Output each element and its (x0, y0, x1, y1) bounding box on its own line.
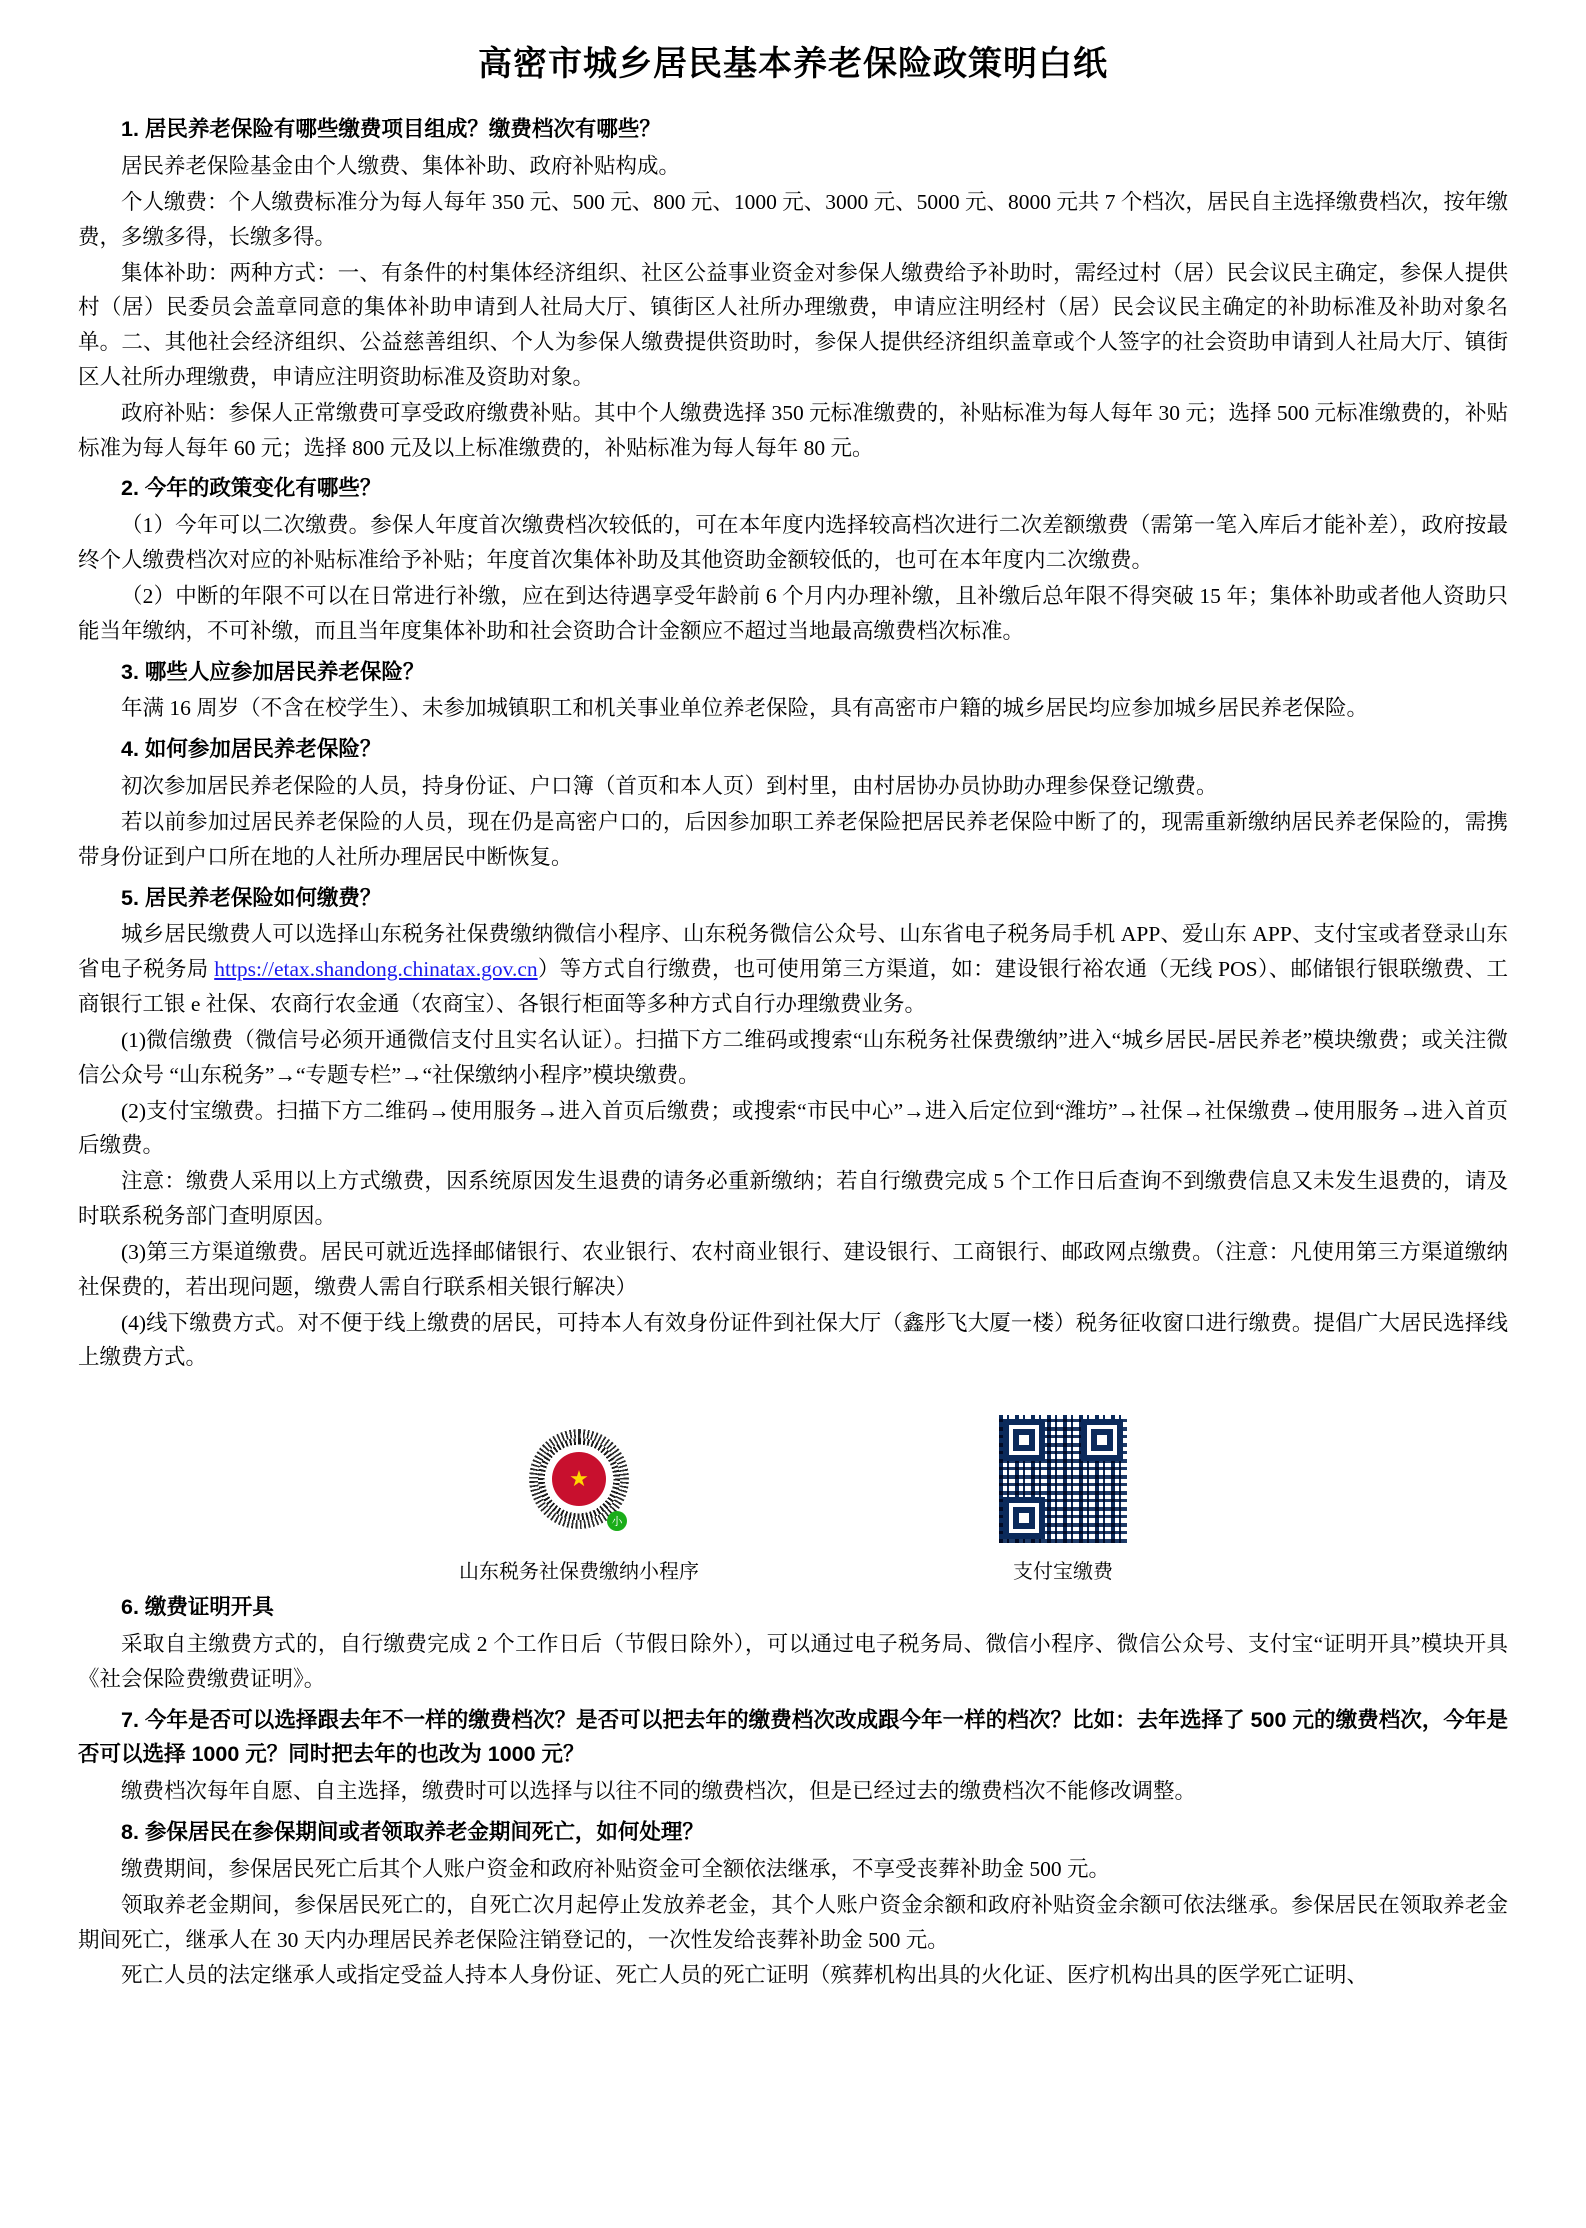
national-emblem-icon: ★ (552, 1452, 606, 1506)
section-3-paragraph-1: 年满 16 周岁（不含在校学生）、未参加城镇职工和机关事业单位养老保险，具有高密市户籍的城乡居民均应参加城乡居民养老保险。 (121, 696, 1369, 721)
section-heading-7: 7. 今年是否可以选择跟去年不一样的缴费档次？是否可以把去年的缴费档次改成跟今年一样的档次？比如：去年选择了 500 元的缴费档次，今年是否可以选择 1000 元？同时把去年的也改为 1000 元？ (78, 1707, 1508, 1767)
section-4-paragraph-2: 若以前参加过居民养老保险的人员，现在仍是高密户口的，后因参加职工养老保险把居民养老保险中断了的，现需重新缴纳居民养老保险的，需携带身份证到户口所在地的人社所办理居民中断恢复。 (78, 809, 1508, 869)
section-5-paragraph-5: (3)第三方渠道缴费。居民可就近选择邮储银行、农业银行、农村商业银行、建设银行、工商银行、邮政网点缴费。（注意：凡使用第三方渠道缴纳社保费的，若出现问题，缴费人需自行联系相关银行解决） (78, 1239, 1508, 1299)
section-5-paragraph-1-part2: ）等方式自行缴费，也可使用第三方渠道，如：建设银行裕农通（无线 POS）、邮储银行银联缴费、工商银行工银 e 社保、农商行农金通（农商宝）、各银行柜面等多种方式自行办理缴费业务。 (78, 957, 1508, 1017)
section-1-paragraph-3: 集体补助：两种方式：一、有条件的村集体经济组织、社区公益事业资金对参保人缴费给予补助时，需经过村（居）民会议民主确定，参保人提供村（居）民委员会盖章同意的集体补助申请到人社局大厅、镇街区人社所办理缴费，申请应注明经村（居）民会议民主确定的补助标准及补助对象名单。二、其他社会经济组织、公益慈善组织、个人为参保人缴费提供资助时，参保人提供经济组织盖章或个人签字的社会资助申请到人社局大厅、镇街区人社所办理缴费，申请应注明资助标准及资助对象。 (78, 260, 1508, 389)
section-2-paragraph-1: （1）今年可以二次缴费。参保人年度首次缴费档次较低的，可在本年度内选择较高档次进行二次差额缴费（需第一笔入库后才能补差），政府按最终个人缴费档次对应的补贴标准给予补贴；年度首次集体补助及其他资助金额较低的，也可在本年度内二次缴费。 (78, 513, 1508, 573)
section-heading-6: 6. 缴费证明开具 (121, 1595, 274, 1620)
qr-code-row (78, 1415, 1508, 1584)
section-8-paragraph-3: 死亡人员的法定继承人或指定受益人持本人身份证、死亡人员的死亡证明（殡葬机构出具的火化证、医疗机构出具的医学死亡证明、 (121, 1963, 1369, 1988)
section-heading-8: 8. 参保居民在参保期间或者领取养老金期间死亡，如何处理？ (121, 1820, 704, 1845)
qr-caption-wechat: 山东税务社保费缴纳小程序 (459, 1561, 699, 1584)
section-5-paragraph-4: 注意：缴费人采用以上方式缴费，因系统原因发生退费的请务必重新缴纳；若自行缴费完成 5 个工作日后查询不到缴费信息又未发生退费的，请及时联系税务部门查明原因。 (78, 1169, 1508, 1229)
wechat-badge-icon: 小 (607, 1511, 627, 1531)
section-heading-1: 1. 居民养老保险有哪些缴费项目组成？缴费档次有哪些？ (121, 117, 661, 142)
qr-caption-alipay: 支付宝缴费 (1013, 1561, 1113, 1584)
section-1-paragraph-4: 政府补贴：参保人正常缴费可享受政府缴费补贴。其中个人缴费选择 350 元标准缴费的，补贴标准为每人每年 30 元；选择 500 元标准缴费的，补贴标准为每人每年 60 元；选择 800 元及以上标准缴费的，补贴标准为每人每年 80 元。 (78, 400, 1508, 460)
page-title: 高密市城乡居民基本养老保险政策明白纸 (478, 45, 1108, 83)
section-8-paragraph-1: 缴费期间，参保居民死亡后其个人账户资金和政府补贴资金可全额依法继承，不享受丧葬补助金 500 元。 (121, 1856, 1111, 1881)
section-5-paragraph-2: (1)微信缴费（微信号必须开通微信支付且实名认证）。扫描下方二维码或搜索“山东税务社保费缴纳”进入“城乡居民-居民养老”模块缴费；或关注微信公众号 “山东税务”→“专题专栏”→“社保缴纳小程序”模块缴费。 (78, 1027, 1508, 1087)
section-7-paragraph-1: 缴费档次每年自愿、自主选择，缴费时可以选择与以往不同的缴费档次，但是已经过去的缴费档次不能修改调整。 (121, 1779, 1197, 1804)
section-5-paragraph-3: (2)支付宝缴费。扫描下方二维码→使用服务→进入首页后缴费；或搜索“市民中心”→进入后定位到“潍坊”→社保→社保缴费→使用服务→进入首页后缴费。 (78, 1098, 1508, 1158)
section-1-paragraph-1: 居民养老保险基金由个人缴费、集体补助、政府补贴构成。 (121, 154, 681, 179)
section-2-paragraph-2: （2）中断的年限不可以在日常进行补缴，应在到达待遇享受年龄前 6 个月内办理补缴，且补缴后总年限不得突破 15 年；集体补助或者他人资助只能当年缴纳，不可补缴，而且当年度集体补助和社会资助合计金额应不超过当地最高缴费档次标准。 (78, 583, 1508, 643)
section-5-paragraph-1 (78, 917, 1508, 1021)
section-4-paragraph-1: 初次参加居民养老保险的人员，持身份证、户口簿（首页和本人页）到村里，由村居协办员协助办理参保登记缴费。 (121, 774, 1218, 799)
wechat-miniprogram-qr-icon (515, 1415, 643, 1543)
qr-code-alipay (999, 1415, 1127, 1584)
section-heading-5: 5. 居民养老保险如何缴费？ (121, 885, 382, 910)
alipay-qr-icon (999, 1415, 1127, 1543)
section-5-paragraph-6: (4)线下缴费方式。对不便于线上缴费的居民，可持本人有效身份证件到社保大厅（鑫彤飞大厦一楼）税务征收窗口进行缴费。提倡广大居民选择线上缴费方式。 (78, 1310, 1508, 1370)
section-5-paragraph-1-part1: 城乡居民缴费人可以选择山东税务社保费缴纳微信小程序、山东税务微信公众号、山东省电子税务局手机 APP、爱山东 APP、支付宝或者登录山东省电子税务局 (78, 922, 1508, 982)
section-heading-4: 4. 如何参加居民养老保险？ (121, 737, 382, 762)
etax-link[interactable]: https://etax.shandong.chinatax.gov.cn (214, 957, 538, 982)
section-1-paragraph-2: 个人缴费：个人缴费标准分为每人每年 350 元、500 元、800 元、1000 元、3000 元、5000 元、8000 元共 7 个档次，居民自主选择缴费档次，按年缴费，多缴多得，长缴多得。 (78, 189, 1508, 249)
section-heading-3: 3. 哪些人应参加居民养老保险？ (121, 659, 425, 684)
section-heading-2: 2. 今年的政策变化有哪些？ (121, 476, 382, 501)
section-8-paragraph-2: 领取养老金期间，参保居民死亡的，自死亡次月起停止发放养老金，其个人账户资金余额和政府补贴资金余额可依法继承。参保居民在领取养老金期间死亡，继承人在 30 天内办理居民养老保险注销登记的，一次性发给丧葬补助金 500 元。 (78, 1892, 1508, 1952)
qr-code-wechat (459, 1415, 699, 1584)
section-6-paragraph-1: 采取自主缴费方式的，自行缴费完成 2 个工作日后（节假日除外），可以通过电子税务局、微信小程序、微信公众号、支付宝“证明开具”模块开具《社会保险费缴费证明》。 (78, 1632, 1508, 1691)
